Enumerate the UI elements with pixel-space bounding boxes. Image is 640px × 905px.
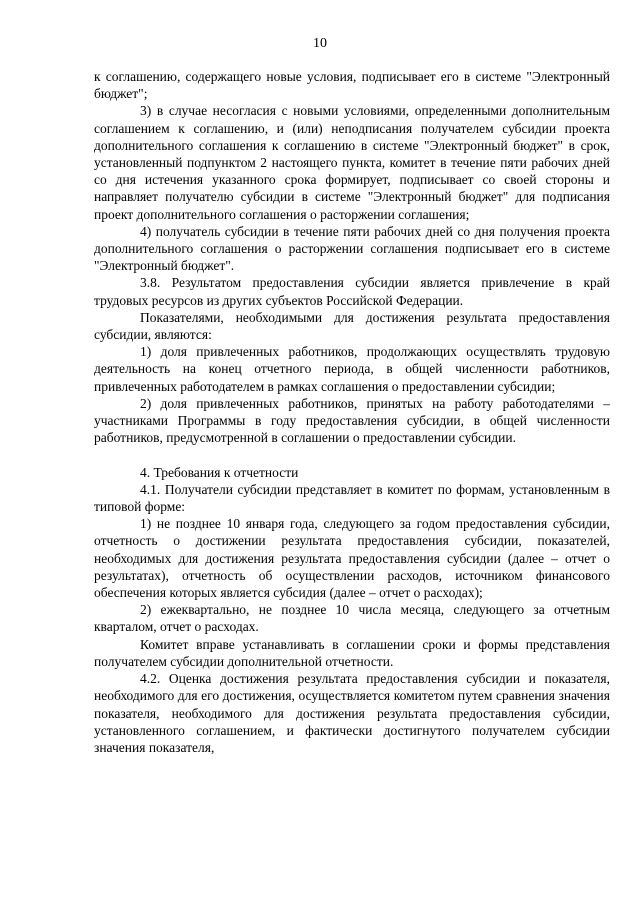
- paragraph: 4) получатель субсидии в течение пяти рабочих дней со дня получения проекта дополнительного соглашения о расторжении соглашения подписывает его в системе "Электронный бюджет".: [94, 223, 610, 274]
- paragraph: 2) ежеквартально, не позднее 10 числа месяца, следующего за отчетным кварталом, отчет о расходах.: [94, 602, 610, 635]
- paragraph: к соглашению, содержащего новые условия, подписывает его в системе "Электронный бюджет";: [94, 69, 610, 102]
- paragraph: 1) доля привлеченных работников, продолжающих осуществлять трудовую деятельность на конец отчетного периода, в общей численности работников, привлеченных работодателем в рамках соглашения о предоставлении субсидии;: [94, 344, 610, 394]
- paragraph: 4.1. Получатели субсидии представляет в комитет по формам, установленным в типовой форме:: [94, 481, 610, 515]
- paragraph: Комитет вправе устанавливать в соглашении сроки и формы представления получателем субсидии дополнительной отчетности.: [94, 636, 610, 669]
- paragraph: Показателями, необходимыми для достижения результата предоставления субсидии, являются:: [94, 309, 610, 343]
- paragraph: 4.2. Оценка достижения результата предоставления субсидии и показателя, необходимого для его достижения, осуществляется комитетом путем сравнения значения показателя, необходимого для достижения результата предоставления субсидии, установленного соглашением, и фактически достигнутого получателем субсидии значения показателя,: [94, 671, 610, 755]
- page-number: 10: [313, 36, 327, 51]
- document-body: [94, 68, 610, 756]
- section-heading: 4. Требования к отчетности: [140, 464, 299, 480]
- paragraph: 3) в случае несогласия с новыми условиями, определенными дополнительным соглашением к соглашению, и (или) неподписания получателем субсидии проекта дополнительного соглашения к соглашению в системе "Электронный бюджет" в срок, установленный подпунктом 2 настоящего пункта, комитет в течение пяти рабочих дней со дня истечения указанного срока формирует, подписывает со своей стороны и направляет получателю субсидии в системе "Электронный бюджет" для подписания проект дополнительного соглашения о расторжении соглашения;: [94, 103, 610, 222]
- paragraph: 2) доля привлеченных работников, принятых на работу работодателями – участниками Программы в году предоставления субсидии, в общей численности работников, предусмотренной в соглашении о предоставлении субсидии.: [94, 395, 610, 446]
- paragraph: 1) не позднее 10 января года, следующего за годом предоставления субсидии, отчетность о достижении результата предоставления субсидии, показателей, необходимых для достижения результата предоставления субсидии (далее – отчет о результатах), отчетность об осуществлении расходов, источником финансового обеспечения которых является субсидия (далее – отчет о расходах);: [94, 516, 610, 601]
- paragraph: 3.8. Результатом предоставления субсидии является привлечение в край трудовых ресурсов из других субъектов Российской Федерации.: [94, 275, 610, 308]
